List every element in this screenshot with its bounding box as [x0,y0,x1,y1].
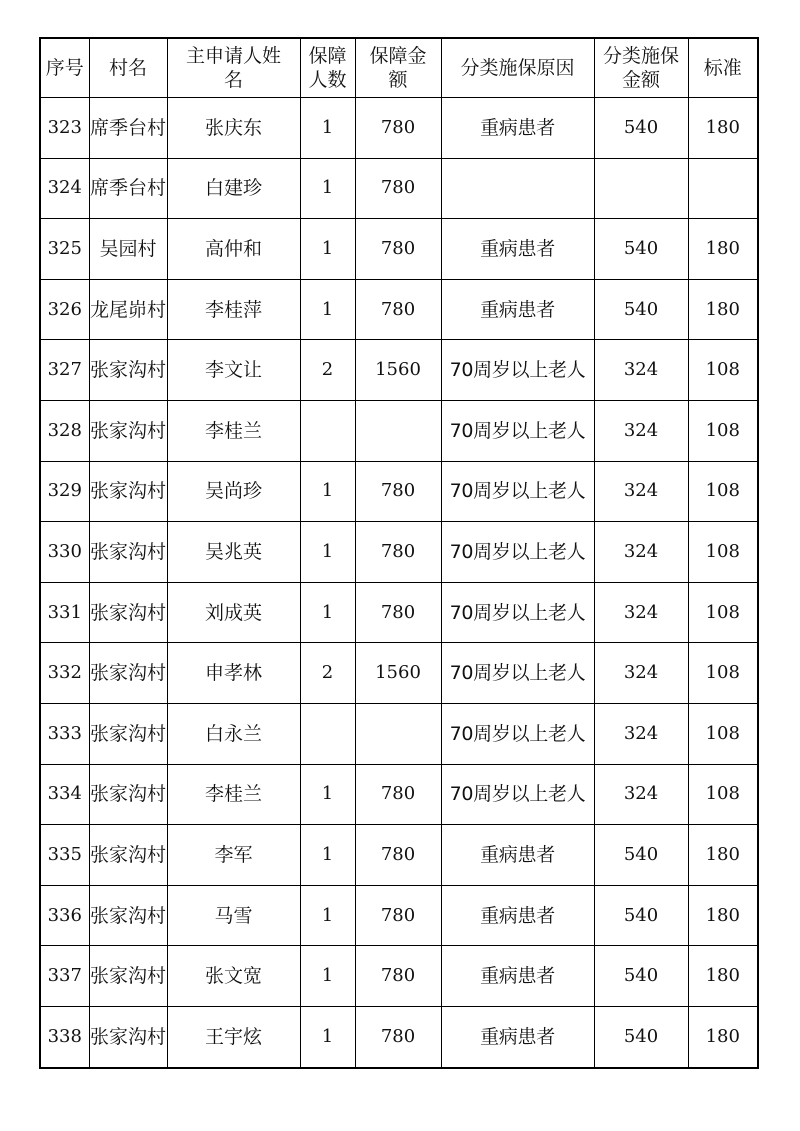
village-cell: 张家沟村 [89,461,167,522]
table-row [40,158,758,219]
class-amount-cell [594,158,688,219]
header-standard: 标准 [688,38,758,98]
applicant-cell: 王宇炫 [167,1006,300,1067]
applicant-cell: 吴尚珍 [167,461,300,522]
count-cell: 1 [300,764,355,825]
standard-cell: 180 [688,946,758,1007]
applicant-cell: 张庆东 [167,98,300,159]
header-row [40,38,758,98]
applicant-cell: 李文让 [167,340,300,401]
reason-cell: 70周岁以上老人 [441,703,594,764]
standard-cell: 180 [688,1006,758,1067]
count-cell: 2 [300,340,355,401]
applicant-cell: 高仲和 [167,219,300,280]
class-amount-cell: 540 [594,279,688,340]
amount-cell: 780 [355,825,441,886]
count-cell: 1 [300,885,355,946]
count-cell: 2 [300,643,355,704]
table-row [40,98,758,159]
seq-cell: 337 [40,946,89,1007]
amount-cell: 780 [355,219,441,280]
seq-cell: 334 [40,764,89,825]
village-cell: 龙尾峁村 [89,279,167,340]
reason-cell: 重病患者 [441,1006,594,1067]
village-cell: 张家沟村 [89,400,167,461]
header-reason: 分类施保原因 [441,38,594,98]
village-cell: 吴园村 [89,219,167,280]
header-seq: 序号 [40,38,89,98]
class-amount-cell: 324 [594,643,688,704]
table-row [40,764,758,825]
seq-cell: 335 [40,825,89,886]
count-cell: 1 [300,1006,355,1067]
reason-cell: 70周岁以上老人 [441,582,594,643]
amount-cell: 780 [355,98,441,159]
amount-cell: 780 [355,1006,441,1067]
header-count: 保障人数 [300,38,355,98]
table-row [40,400,758,461]
amount-cell: 1560 [355,643,441,704]
amount-cell [355,400,441,461]
reason-cell: 重病患者 [441,885,594,946]
count-cell: 1 [300,98,355,159]
class-amount-cell: 324 [594,522,688,583]
table-row [40,643,758,704]
table-row [40,582,758,643]
reason-cell: 70周岁以上老人 [441,400,594,461]
applicant-cell: 李军 [167,825,300,886]
amount-cell: 780 [355,946,441,1007]
seq-cell: 338 [40,1006,89,1067]
standard-cell: 180 [688,219,758,280]
class-amount-cell: 324 [594,461,688,522]
count-cell: 1 [300,158,355,219]
village-cell: 张家沟村 [89,582,167,643]
table-row [40,1006,758,1067]
class-amount-cell: 324 [594,340,688,401]
applicant-cell: 李桂萍 [167,279,300,340]
header-village: 村名 [89,38,167,98]
village-cell: 张家沟村 [89,522,167,583]
class-amount-cell: 324 [594,703,688,764]
applicant-cell: 李桂兰 [167,400,300,461]
amount-cell: 780 [355,764,441,825]
amount-cell: 780 [355,158,441,219]
standard-cell: 108 [688,764,758,825]
village-cell: 张家沟村 [89,1006,167,1067]
table-row [40,219,758,280]
amount-cell: 780 [355,885,441,946]
standard-cell: 180 [688,279,758,340]
count-cell: 1 [300,946,355,1007]
applicant-cell: 李桂兰 [167,764,300,825]
class-amount-cell: 540 [594,1006,688,1067]
seq-cell: 329 [40,461,89,522]
seq-cell: 332 [40,643,89,704]
seq-cell: 331 [40,582,89,643]
count-cell: 1 [300,219,355,280]
standard-cell: 180 [688,885,758,946]
standard-cell: 108 [688,703,758,764]
seq-cell: 327 [40,340,89,401]
reason-cell: 70周岁以上老人 [441,522,594,583]
amount-cell: 780 [355,461,441,522]
reason-cell: 重病患者 [441,219,594,280]
count-cell [300,703,355,764]
class-amount-cell: 540 [594,946,688,1007]
village-cell: 张家沟村 [89,703,167,764]
reason-cell: 70周岁以上老人 [441,643,594,704]
reason-cell [441,158,594,219]
amount-cell: 1560 [355,340,441,401]
reason-cell: 70周岁以上老人 [441,461,594,522]
table-row [40,885,758,946]
village-cell: 张家沟村 [89,946,167,1007]
class-amount-cell: 324 [594,764,688,825]
standard-cell: 108 [688,400,758,461]
reason-cell: 重病患者 [441,98,594,159]
amount-cell: 780 [355,279,441,340]
class-amount-cell: 324 [594,582,688,643]
seq-cell: 324 [40,158,89,219]
header-amount: 保障金额 [355,38,441,98]
table-row [40,703,758,764]
reason-cell: 70周岁以上老人 [441,764,594,825]
header-applicant: 主申请人姓名 [167,38,300,98]
applicant-cell: 张文宽 [167,946,300,1007]
amount-cell: 780 [355,582,441,643]
relief-table [39,37,759,1069]
applicant-cell: 白建珍 [167,158,300,219]
village-cell: 张家沟村 [89,825,167,886]
seq-cell: 325 [40,219,89,280]
amount-cell: 780 [355,522,441,583]
class-amount-cell: 324 [594,400,688,461]
table-row [40,279,758,340]
standard-cell: 108 [688,522,758,583]
reason-cell: 重病患者 [441,279,594,340]
applicant-cell: 申孝林 [167,643,300,704]
village-cell: 张家沟村 [89,643,167,704]
village-cell: 张家沟村 [89,885,167,946]
village-cell: 席季台村 [89,158,167,219]
seq-cell: 336 [40,885,89,946]
standard-cell: 108 [688,582,758,643]
applicant-cell: 刘成英 [167,582,300,643]
class-amount-cell: 540 [594,825,688,886]
village-cell: 张家沟村 [89,340,167,401]
table-row [40,825,758,886]
village-cell: 席季台村 [89,98,167,159]
class-amount-cell: 540 [594,885,688,946]
standard-cell: 180 [688,98,758,159]
table-row [40,522,758,583]
count-cell: 1 [300,461,355,522]
seq-cell: 323 [40,98,89,159]
standard-cell [688,158,758,219]
reason-cell: 重病患者 [441,825,594,886]
table-row [40,340,758,401]
count-cell: 1 [300,825,355,886]
applicant-cell: 吴兆英 [167,522,300,583]
class-amount-cell: 540 [594,98,688,159]
count-cell [300,400,355,461]
table-row [40,461,758,522]
count-cell: 1 [300,522,355,583]
amount-cell [355,703,441,764]
header-class-amount: 分类施保金额 [594,38,688,98]
class-amount-cell: 540 [594,219,688,280]
table-row [40,946,758,1007]
standard-cell: 108 [688,643,758,704]
count-cell: 1 [300,279,355,340]
standard-cell: 108 [688,461,758,522]
standard-cell: 180 [688,825,758,886]
reason-cell: 70周岁以上老人 [441,340,594,401]
count-cell: 1 [300,582,355,643]
seq-cell: 333 [40,703,89,764]
village-cell: 张家沟村 [89,764,167,825]
seq-cell: 330 [40,522,89,583]
seq-cell: 328 [40,400,89,461]
reason-cell: 重病患者 [441,946,594,1007]
seq-cell: 326 [40,279,89,340]
standard-cell: 108 [688,340,758,401]
applicant-cell: 白永兰 [167,703,300,764]
applicant-cell: 马雪 [167,885,300,946]
